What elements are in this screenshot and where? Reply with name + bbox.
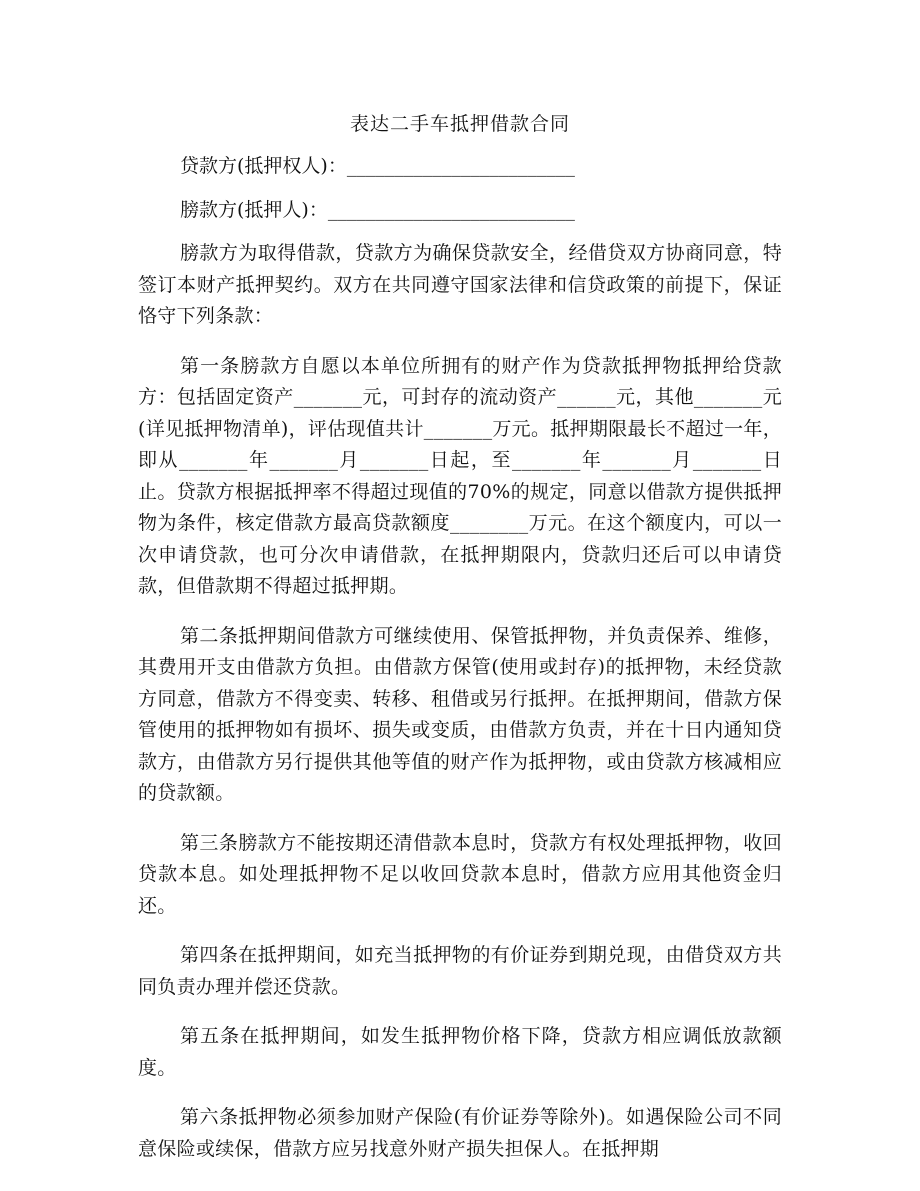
lender-line: 贷款方(抵押权人)：________________________ [180, 155, 575, 177]
article-6-paragraph: 第六条抵押物必须参加财产保险(有价证券等除外)。如遇保险公司不同意保险或续保，借款方应另找意外财产损失担保人。在抵押期 [138, 1106, 782, 1160]
article-3-paragraph: 第三条膀款方不能按期还清借款本息时，贷款方有权处理抵押物，收回贷款本息。如处理抵押物不足以收回贷款本息时，借款方应用其他资金归还。 [138, 831, 782, 917]
preamble-paragraph: 膀款方为取得借款，贷款方为确保贷款安全，经借贷双方协商同意，特签订本财产抵押契约。双方在共同遵守国家法律和信贷政策的前提下，保证恪守下列条款： [138, 242, 782, 327]
document-page [138, 108, 782, 1183]
article-4-paragraph: 第四条在抵押期间，如充当抵押物的有价证券到期兑现，由借贷双方共同负责办理并偿还贷款。 [138, 944, 782, 998]
document-title: 表达二手车抵押借款合同 [349, 113, 570, 135]
article-2-paragraph: 第二条抵押期间借款方可继续使用、保管抵押物，并负责保养、维修，其费用开支由借款方负担。由借款方保管(使用或封存)的抵押物，未经贷款方同意，借款方不得变卖、转移、租借或另行抵押。在抵押期间，借款方保管使用的抵押物如有损坏、损失或变质，由借款方负责，并在十日内通知贷款方，由借款方另行提供其他等值的财产作为抵押物，或由贷款方核减相应的贷款额。 [138, 624, 782, 804]
article-5-paragraph: 第五条在抵押期间，如发生抵押物价格下降，贷款方相应调低放款额度。 [138, 1025, 782, 1079]
borrower-line: 膀款方(抵押人)：__________________________ [180, 199, 575, 221]
article-1-paragraph: 第一条膀款方自愿以本单位所拥有的财产作为贷款抵押物抵押给贷款方：包括固定资产_______元，可封存的流动资产______元，其他_______元(详见抵押物清单)，评估现值共计_______万元。抵押期限最长不超过一年，即从_______年_______月_______日起，至_______年_______月_______日止。贷款方根据抵押率不得超过现值的70%的规定，同意以借款方提供抵押物为条件，核定借款方最高贷款额度________万元。在这个额度内，可以一次申请贷款，也可分次申请借款，在抵押期限内，贷款归还后可以申请贷款，但借款期不得超过抵押期。 [138, 354, 782, 597]
